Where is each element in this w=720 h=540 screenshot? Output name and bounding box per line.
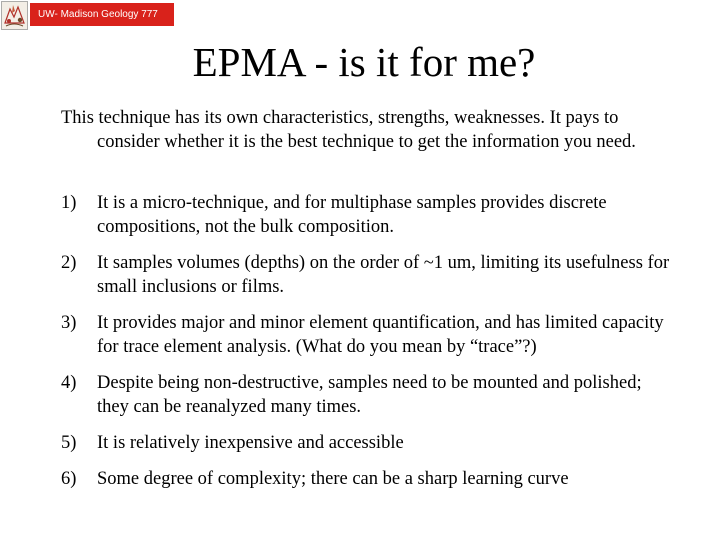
list-item-text: It is a micro-technique, and for multiphase samples provides discrete compositions, not the bulk composition. <box>97 193 607 237</box>
list-item <box>61 252 671 299</box>
list-item-number: 1) <box>61 193 77 213</box>
list-item-text: It provides major and minor element quantification, and has limited capacity for trace element analysis. (What do you mean by “trace”?) <box>97 313 664 357</box>
list-item-text: Despite being non-destructive, samples need to be mounted and polished; they can be reanalyzed many times. <box>97 373 642 417</box>
intro-paragraph: This technique has its own characteristics, strengths, weaknesses. It pays to consider whether it is the best technique to get the information you need. <box>61 108 636 152</box>
list-item-number: 3) <box>61 313 77 333</box>
course-banner: UW- Madison Geology 777 <box>30 3 174 26</box>
slide-title: EPMA - is it for me? <box>192 39 536 85</box>
list-item <box>61 372 671 419</box>
list-item <box>61 192 671 239</box>
list-item-number: 5) <box>61 433 77 453</box>
list-item-text: Some degree of complexity; there can be a sharp learning curve <box>97 469 569 489</box>
list-item <box>61 432 671 456</box>
uw-madison-geology-crest-icon <box>1 1 28 30</box>
list-item <box>61 468 671 492</box>
list-item <box>61 312 671 359</box>
list-item-number: 2) <box>61 253 77 273</box>
list-item-number: 6) <box>61 469 77 489</box>
list-item-number: 4) <box>61 373 77 393</box>
list-item-text: It samples volumes (depths) on the order of ~1 um, limiting its usefulness for small inclusions or films. <box>97 253 670 297</box>
list-item-text: It is relatively inexpensive and accessible <box>97 433 404 453</box>
